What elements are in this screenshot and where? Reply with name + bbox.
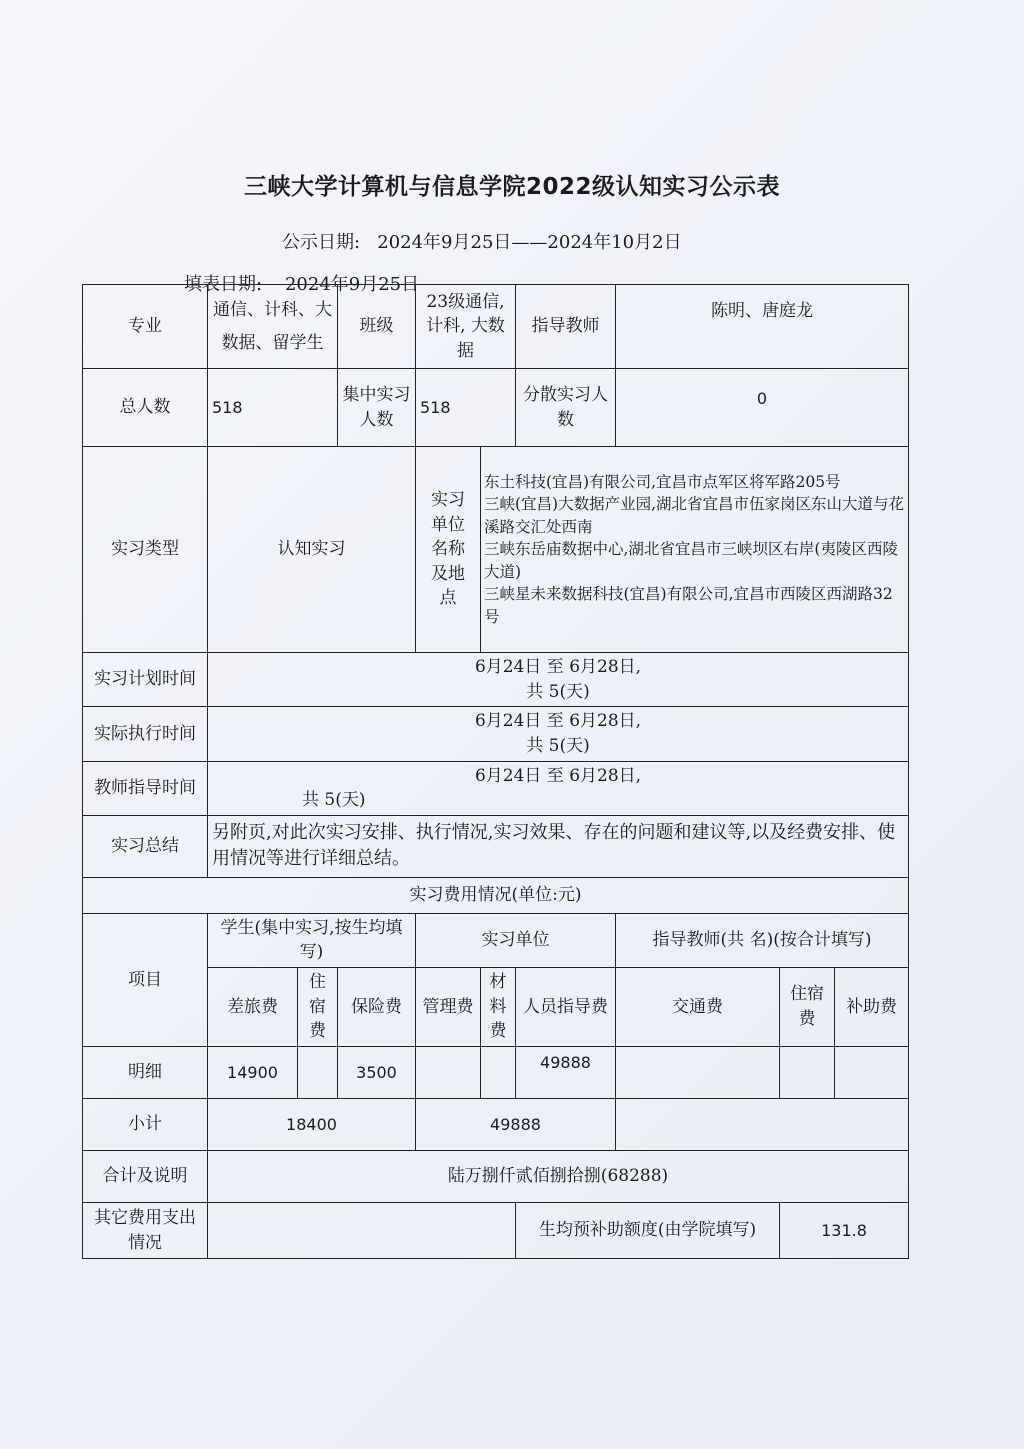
column-header: 材料费 (481, 968, 516, 1047)
column-header: 管理费 (416, 968, 481, 1047)
publish-date-label: 公示日期: (282, 232, 361, 253)
major-value: 通信、计科、大数据、留学生 (208, 285, 338, 369)
unit-group-label: 实习单位 (416, 913, 616, 967)
schedule-total: 共 5(天) (526, 735, 590, 756)
teacher-label: 指导教师 (516, 285, 616, 369)
subtotal-label: 小计 (83, 1099, 208, 1151)
schedule-label: 实习计划时间 (83, 653, 208, 707)
summary-text: 另附页,对此次实习安排、执行情况,实习效果、存在的问题和建议等,以及经费安排、使用情况等进行详细总结。 (208, 815, 909, 877)
subtotal-row (83, 1099, 909, 1151)
detail-cell: 3500 (338, 1047, 416, 1099)
publish-date-value: 2024年9月25日——2024年10月2日 (377, 232, 682, 253)
column-header: 保险费 (338, 968, 416, 1047)
detail-cell (481, 1047, 516, 1099)
teacher-group-label: 指导教师(共 名)(按合计填写) (616, 913, 909, 967)
grand-total-value: 陆万捌仟贰佰捌拾捌(68288) (208, 1151, 909, 1203)
other-value (208, 1203, 516, 1259)
per-student-value: 131.8 (780, 1203, 909, 1259)
fill-date-value: 2024年9月25日 (284, 274, 420, 295)
class-value: 23级通信, 计科, 大数据 (416, 285, 516, 369)
expenses-title: 实习费用情况(单位:元) (83, 877, 909, 913)
info-row-major (83, 285, 909, 369)
schedule-value (208, 761, 909, 815)
total-row (83, 1151, 909, 1203)
total-label: 总人数 (83, 369, 208, 447)
column-header: 住宿费 (298, 968, 338, 1047)
detail-cell (835, 1047, 909, 1099)
column-header: 人员指导费 (516, 968, 616, 1047)
schedule-row-plan (83, 653, 909, 707)
schedule-row-teacher (83, 761, 909, 815)
publish-date (282, 228, 682, 254)
student-group-label: 学生(集中实习,按生均填写) (208, 913, 416, 967)
internship-table (82, 284, 909, 1259)
schedule-total: 共 5(天) (526, 681, 590, 702)
detail-cell: 49888 (516, 1047, 616, 1099)
unit-item: 三峡东岳庙数据中心,湖北省宜昌市三峡坝区右岸(夷陵区西陵大道) (484, 540, 898, 581)
detail-label: 明细 (83, 1047, 208, 1099)
grand-total-label: 合计及说明 (83, 1151, 208, 1203)
schedule-label: 实际执行时间 (83, 707, 208, 761)
summary-row (83, 815, 909, 877)
major-label: 专业 (83, 285, 208, 369)
teacher-value: 陈明、唐庭龙 (616, 285, 909, 369)
central-label: 集中实习人数 (338, 369, 416, 447)
type-value: 认知实习 (208, 447, 416, 653)
info-row-counts (83, 369, 909, 447)
unit-item: 三峡星未来数据科技(宜昌)有限公司,宜昌市西陵区西湖路32号 (484, 585, 893, 626)
item-label: 项目 (83, 913, 208, 1046)
class-label: 班级 (338, 285, 416, 369)
document-title: 三峡大学计算机与信息学院2022级认知实习公示表 (243, 174, 780, 200)
detail-cell (616, 1047, 780, 1099)
expenses-group-row (83, 913, 909, 967)
units-list (481, 447, 909, 653)
summary-label: 实习总结 (83, 815, 208, 877)
expenses-title-row (83, 877, 909, 913)
schedule-value (208, 707, 909, 761)
units-label: 实习单位名称及地点 (416, 447, 481, 653)
info-row-type (83, 447, 909, 653)
subtotal-student: 18400 (208, 1099, 416, 1151)
detail-cell: 14900 (208, 1047, 298, 1099)
detail-cell (416, 1047, 481, 1099)
schedule-row-actual (83, 707, 909, 761)
fill-date-label: 填表日期: (184, 274, 263, 295)
dispersed-value: 0 (616, 369, 909, 447)
schedule-value (208, 653, 909, 707)
schedule-range: 6月24日 至 6月28日, (474, 765, 642, 786)
schedule-label: 教师指导时间 (83, 761, 208, 815)
schedule-range: 6月24日 至 6月28日, (474, 657, 642, 677)
column-header: 补助费 (835, 968, 909, 1047)
central-value: 518 (416, 369, 516, 447)
total-value: 518 (208, 369, 338, 447)
dispersed-label: 分散实习人数 (516, 369, 616, 447)
column-header: 差旅费 (208, 968, 298, 1047)
schedule-range: 6月24日 至 6月28日, (474, 711, 642, 732)
other-label: 其它费用支出情况 (83, 1203, 208, 1259)
schedule-total: 共 5(天) (302, 790, 366, 811)
unit-item: 东土科技(宜昌)有限公司,宜昌市点军区将军路205号 (484, 472, 841, 491)
other-row (83, 1203, 909, 1259)
type-label: 实习类型 (83, 447, 208, 653)
per-student-label: 生均预补助额度(由学院填写) (516, 1203, 780, 1259)
detail-cell (780, 1047, 835, 1099)
detail-row (83, 1047, 909, 1099)
column-header: 交通费 (616, 968, 780, 1047)
column-header: 住宿费 (780, 968, 835, 1047)
subtotal-teacher (616, 1099, 909, 1151)
detail-cell (298, 1047, 338, 1099)
subtotal-unit: 49888 (416, 1099, 616, 1151)
unit-item: 三峡(宜昌)大数据产业园,湖北省宜昌市伍家岗区东山大道与花溪路交汇处西南 (484, 495, 905, 536)
